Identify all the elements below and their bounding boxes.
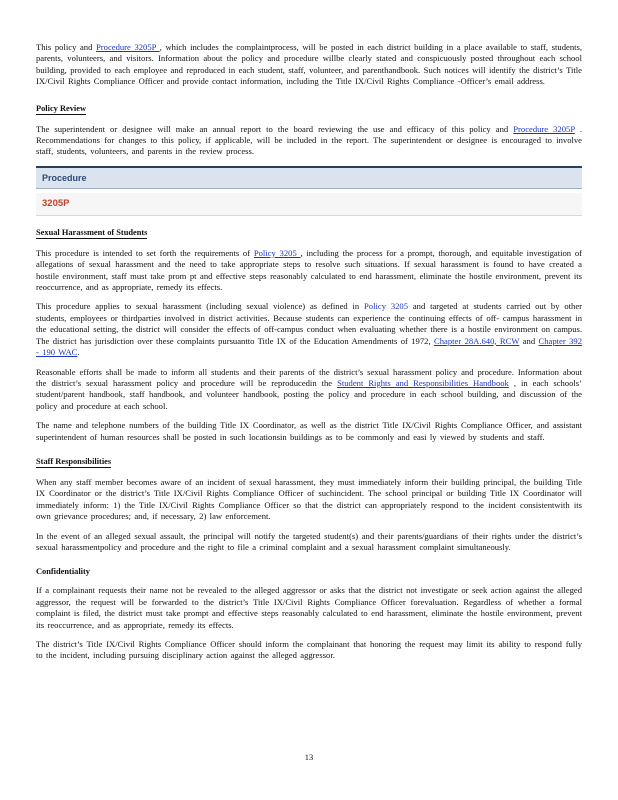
document-body bbox=[36, 42, 582, 670]
wac-chapter-link[interactable]: Chapter 392 - 190 WAC bbox=[36, 335, 583, 358]
inform-students-paragraph: Reasonable efforts shall be made to inform all students and their parents of the district’s sexual harassment policy and procedure. Information about the district’s sexual harassment policy and procedure will be reproducedin the Student Rights and Responsibilities Handbook , in each schools’ student/parent handbook, staff handbook, and volunteer handbook, posting the policy and procedure in each school building, and discussion of the policy and procedure at each school. bbox=[36, 366, 582, 411]
posting-paragraph: This policy and Procedure 3205P , which includes the complaintprocess, will be posted in each district building in a place available to staff, students, parents, volunteers, and visitors. Information about the policy and procedure willbe clearly stated and conspicuously posted throughout each school building, provided to each employee and reproduced in each student, staff, volunteer, and parenthandbook. Such notices will identify the district’s Title IX/Civil Rights Compliance Officer and provide contact information, including the Title IX/Civil Rights Compliance -Officer’s email address. bbox=[36, 42, 582, 87]
rcw-chapter-link[interactable]: Chapter 28A.640, RCW bbox=[433, 335, 520, 346]
sexual-assault-paragraph: In the event of an alleged sexual assault, the principal will notify the targeted student(s) and their parents/guardians of their rights under the district’s sexual harassmentpolicy and procedure and the right to file a criminal complaint and a sexual harassment complaint simultaneously. bbox=[36, 530, 582, 552]
procedure-title: Procedure bbox=[42, 172, 87, 183]
confidentiality-request-paragraph: If a complainant requests their name not be revealed to the alleged aggressor or asks that the district not investigate or seek action against the alleged aggressor, the request will be forwarded to the district’s Title IX/Civil Rights Compliance Officer forevaluation. Regardless of whether a formal complaint is filed, the district must take prompt and effective steps reasonably calculated to end harassment, eliminate the hostile environment, prevent its reoccurrence, and as appropriate, remedy its effects. bbox=[36, 585, 582, 630]
procedure-3205p-review-link[interactable]: Procedure 3205P bbox=[513, 123, 575, 134]
policy-3205-link[interactable]: Policy 3205 bbox=[253, 247, 301, 258]
policy-review-heading: Policy Review bbox=[36, 103, 87, 113]
procedure-3205p-link[interactable]: Procedure 3205P bbox=[96, 42, 160, 52]
procedure-number-row bbox=[36, 193, 582, 216]
policy-3205-text-link[interactable]: Policy 3205 bbox=[364, 301, 409, 312]
confidentiality-heading: Confidentiality bbox=[36, 567, 90, 577]
sexual-harassment-heading: Sexual Harassment of Students bbox=[36, 227, 148, 237]
page-number: 13 bbox=[304, 752, 314, 762]
student-handbook-link[interactable]: Student Rights and Responsibilities Handbook bbox=[337, 377, 509, 388]
procedure-section-bar bbox=[36, 166, 582, 189]
policy-review-paragraph: The superintendent or designee will make an annual report to the board reviewing the use and efficacy of this policy and Procedure 3205P . Recommendations for changes to this policy, if applicable, will be included in the report. The superintendent or designee is encouraged to involve staff, students, volunteers, and parents in the review process. bbox=[36, 123, 582, 157]
staff-responsibilities-heading: Staff Responsibilities bbox=[36, 456, 112, 466]
confidentiality-limit-paragraph: The district’s Title IX/Civil Rights Compliance Officer should inform the complainant that honoring the request may limit its ability to respond fully to the incident, including pursuing disciplinary action against the alleged aggressor. bbox=[36, 639, 582, 661]
procedure-scope-paragraph: This procedure applies to sexual harassment (including sexual violence) as defined in Policy 3205 and targeted at students carried out by other students, employees or thirdparties involved in district activities. Because students can experience the continuing effects of off- campus harassment in the educational setting, the district will consider the effects of off-campus conduct when evaluating whether there is a hostile environment on campus. The district has jurisdiction over these complaints pursuantto Title IX of the Education Amendments of 1972, Chapter 28A.640, RCW and Chapter 392 - 190 WAC. bbox=[36, 301, 583, 358]
procedure-intent-paragraph: This procedure is intended to set forth the requirements of Policy 3205 , including the process for a prompt, thorough, and equitable investigation of allegations of sexual harassment and the need to take appropriate steps to resolve such situations. If sexual harassment is found to have created a hostile environment, staff must take prom pt and effective steps reasonably calculated to end harassment, eliminate the hostile environment, prevent its reoccurrence, and as appropriate, remedy its effects. bbox=[36, 247, 582, 293]
staff-inform-paragraph: When any staff member becomes aware of an incident of sexual harassment, they must immediately inform their building principal, the building Title IX Coordinator or the district’s Title IX/Civil Rights Compliance Officer of suchincident. The school principal or building Title IX Coordinator will immediately inform: 1) the Title IX/Civil Rights Compliance Officer so that the district can appropriately respond to the incident consistentwith its own grievance procedures; and, if necessary, 2) law enforcement. bbox=[36, 476, 582, 522]
contact-posting-paragraph: The name and telephone numbers of the building Title IX Coordinator, as well as the district Title IX/Civil Rights Compliance Officer, and assistant superintendent of human resources shall be posted in such locationsin buildings as to be commonly and easi ly viewed by students and staff. bbox=[36, 420, 582, 442]
procedure-number: 3205P bbox=[42, 198, 70, 210]
